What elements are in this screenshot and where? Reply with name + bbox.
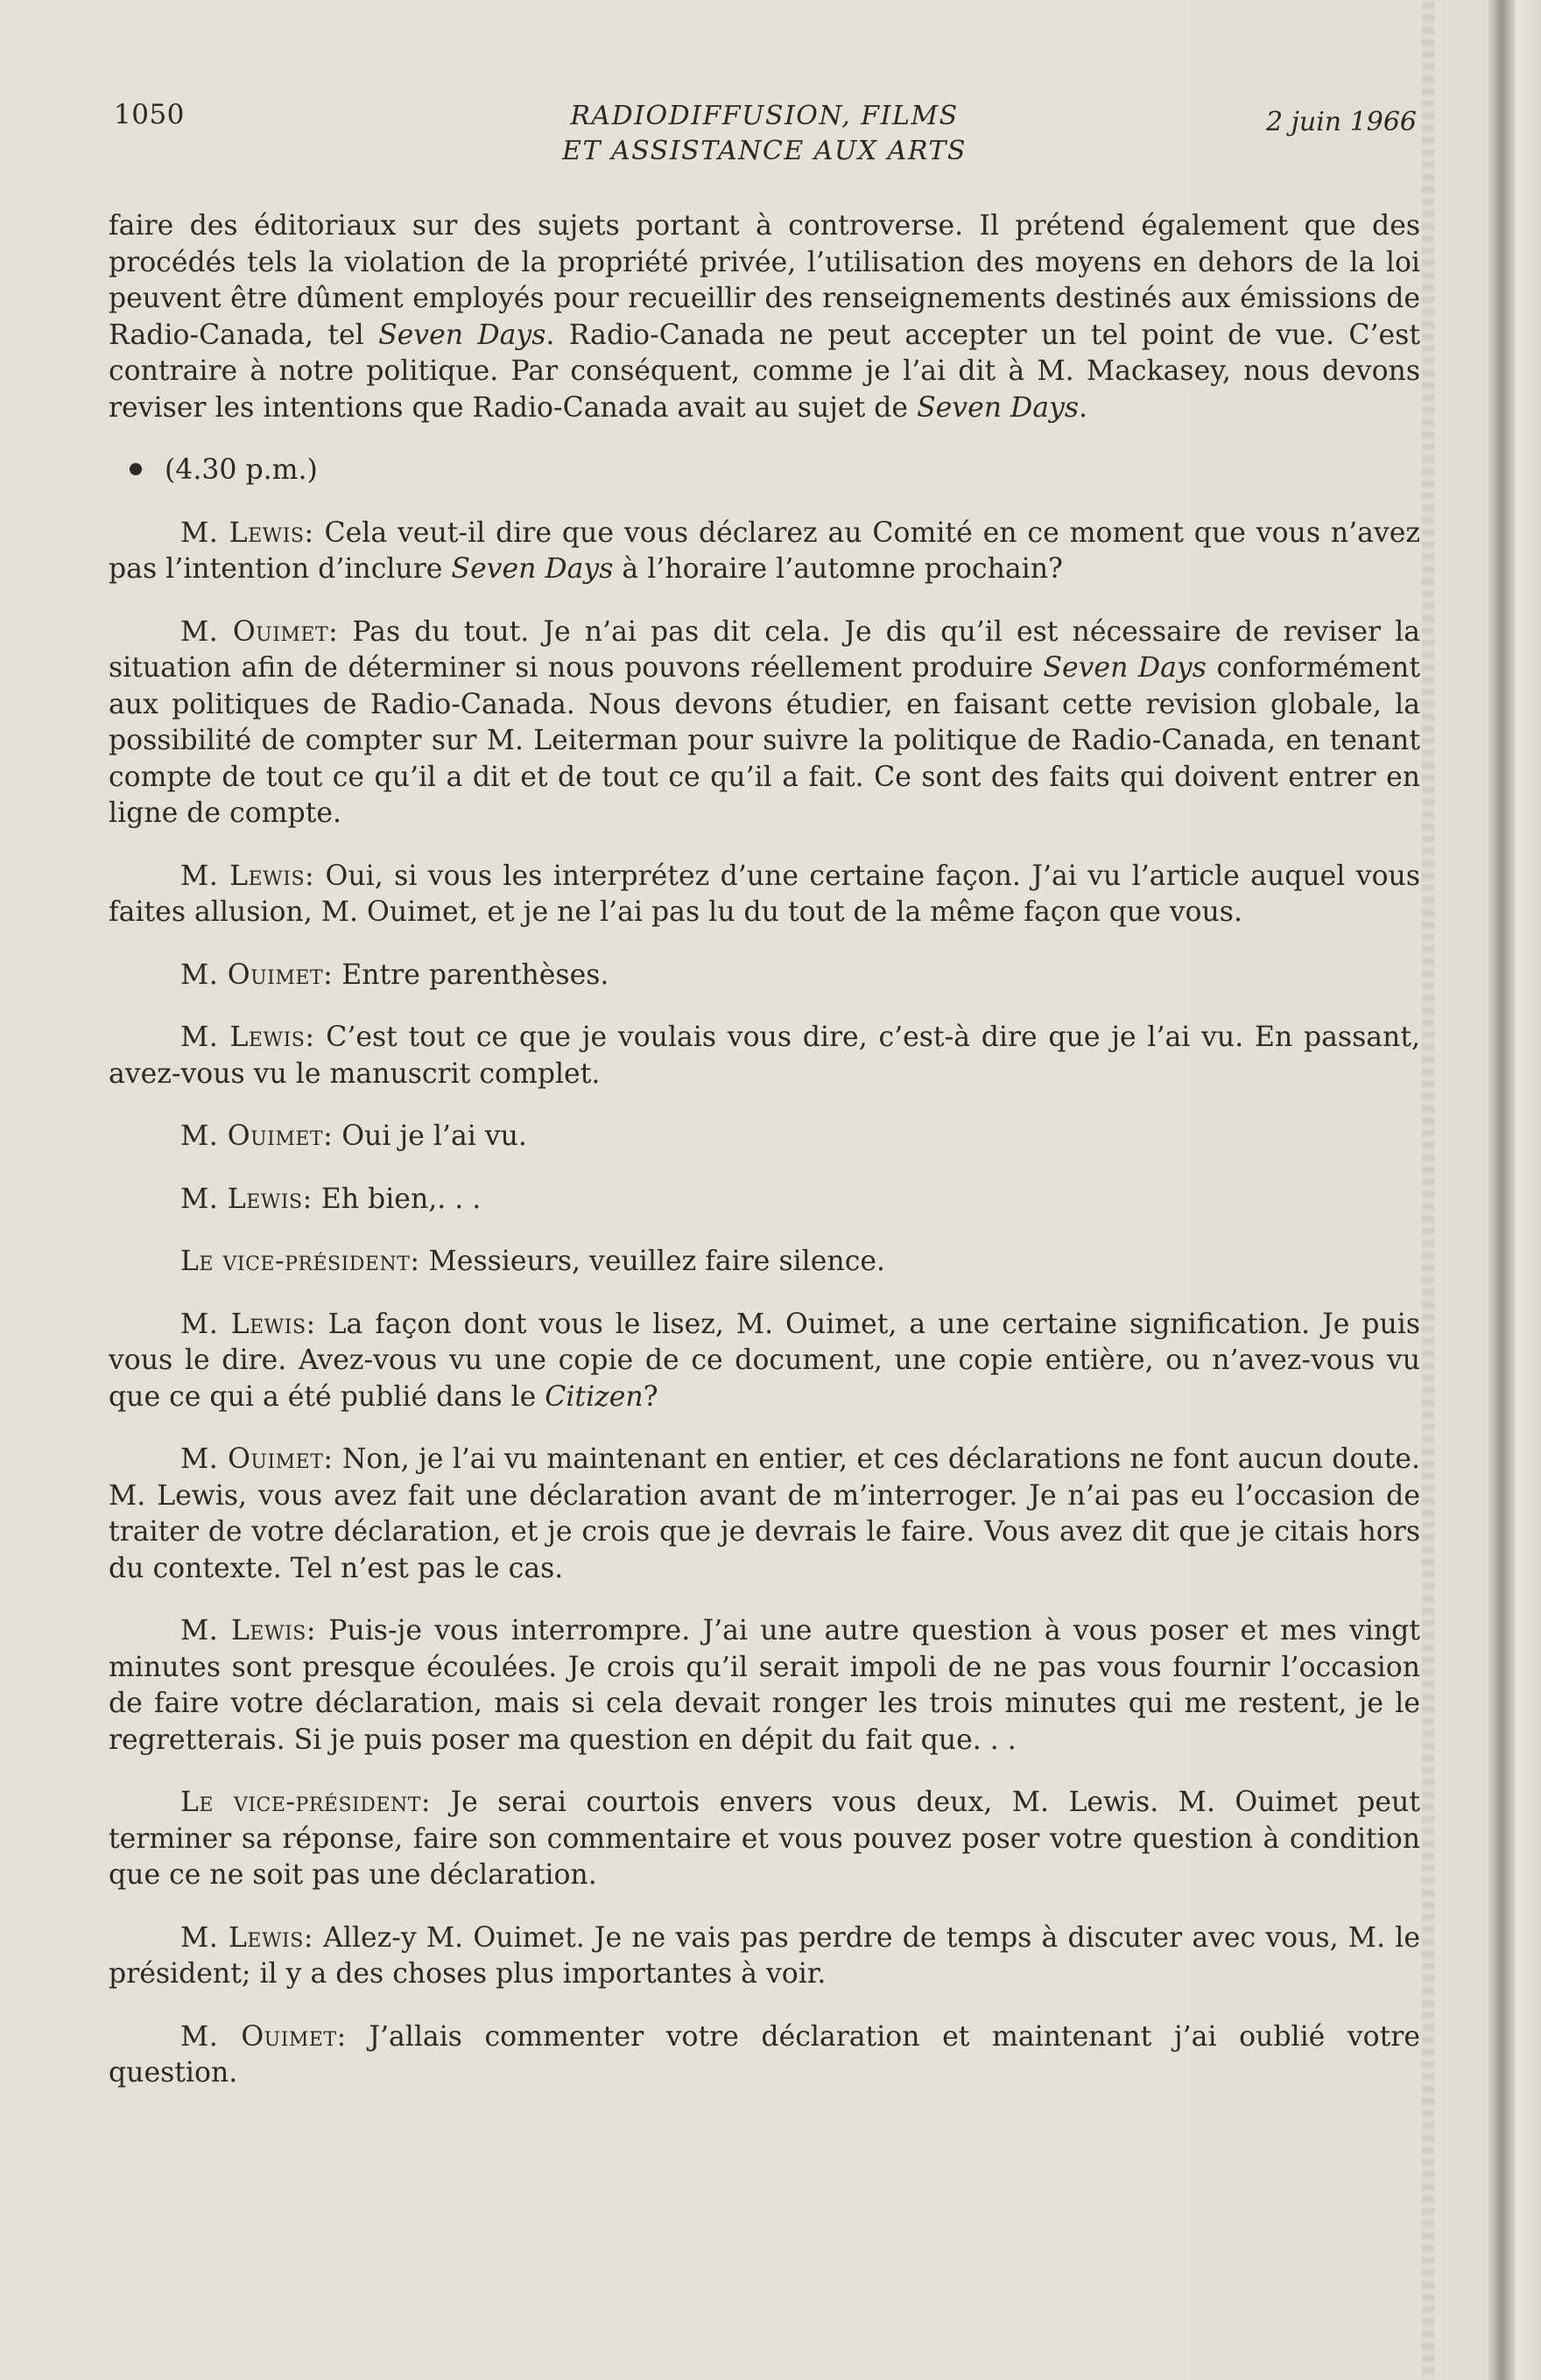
bleed-through-texture	[1422, 0, 1434, 2380]
speaker-name: M. Ouimet:	[180, 2020, 347, 2053]
page-number: 1050	[114, 99, 185, 130]
paragraph-lewis-7: M. Lewis: Allez-y M. Ouimet. Je ne vais pas perdre de temps à discuter avec vous, M. le président; il y a des choses plus importantes à voir.	[109, 1921, 1420, 1990]
paragraph-ouimet-2: M. Ouimet: Entre parenthèses.	[180, 958, 609, 991]
speaker-name: M. Lewis:	[180, 1022, 315, 1053]
page-date: 2 juin 1966	[1265, 107, 1417, 137]
speaker-name: M. Ouimet:	[180, 1443, 334, 1475]
paragraph-continuation: faire des éditoriaux sur des sujets portant à controverse. Il prétend également que des procédés tels la violation de la propriété privée, l’utilisation des moyens en dehors de la loi peuvent être dûment employés pour recueillir des renseignements destinés aux émissions de Radio-Canada, tel Seven Days. Radio-Canada ne peut accepter un tel point de vue. C’est contraire à notre politique. Par conséquent, comme je l’ai dit à M. Mackasey, nous devons reviser les intentions que Radio-Canada avait au sujet de Seven Days.	[109, 210, 1420, 424]
speaker-name: M. Lewis:	[180, 1615, 316, 1646]
paragraph-lewis-5: M. Lewis: La façon dont vous le lisez, M. Ouimet, a une certaine signification. Je puis vous le dire. Avez-vous vu une copie de ce document, une copie entière, ou n’avez-vous vu que ce qui a été publié dans le Citizen?	[109, 1308, 1420, 1413]
speaker-name: M. Lewis:	[180, 1921, 313, 1954]
paragraph-lewis-2: M. Lewis: Oui, si vous les interprétez d’une certaine façon. J’ai vu l’article auquel vous faites allusion, M. Ouimet, et je ne l’ai pas lu du tout de la même façon que vous.	[109, 860, 1420, 928]
paragraph-ouimet-5: M. Ouimet: J’allais commenter votre déclaration et maintenant j’ai oublié votre question.	[109, 2020, 1420, 2089]
paragraph-lewis-4: M. Lewis: Eh bien,. . .	[180, 1183, 482, 1215]
speaker-name: M. Lewis:	[180, 516, 314, 549]
paragraph-ouimet-4: M. Ouimet: Non, je l’ai vu maintenant en entier, et ces déclarations ne font aucun doute. M. Lewis, vous avez fait une déclaration avant de m’interroger. Je n’ai pas eu l’occasion de traiter de votre déclaration, et je crois que je devrais le faire. Vous avez dit que je citais hors du contexte. Tel n’est pas le cas.	[109, 1443, 1420, 1584]
speaker-name: Le vice-président:	[180, 1246, 420, 1277]
running-title-line2: ET ASSISTANCE AUX ARTS	[562, 136, 967, 166]
paragraph-ouimet-1: M. Ouimet: Pas du tout. Je n’ai pas dit cela. Je dis qu’il est nécessaire de reviser la situation afin de déterminer si nous pouvons réellement produire Seven Days conformément aux politiques de Radio-Canada. Nous devons étudier, en faisant cette revision globale, la possibilité de compter sur M. Leiterman pour suivre la politique de Radio-Canada, en tenant compte de tout ce qu’il a dit et de tout ce qu’il a fait. Ce sont des faits qui doivent entrer en ligne de compte.	[109, 615, 1420, 829]
transcript-body	[109, 208, 1420, 2118]
bullet-icon	[130, 463, 142, 475]
speaker-name: M. Ouimet:	[180, 615, 339, 648]
speaker-name: M. Lewis:	[180, 860, 315, 892]
paragraph-vice-president-2: Le vice-président: Je serai courtois envers vous deux, M. Lewis. M. Ouimet peut terminer sa réponse, faire son commentaire et vous pouvez poser votre question à condition que ce ne soit pas une déclaration.	[109, 1787, 1420, 1891]
paragraph-lewis-6: M. Lewis: Puis-je vous interrompre. J’ai une autre question à vous poser et mes vingt minutes sont presque écoulées. Je crois qu’il serait impoli de ne pas vous fournir l’occasion de faire votre déclaration, mais si cela devait ronger les trois minutes qui me restent, je le regretterais. Si je puis poser ma question en dépit du fait que. . .	[109, 1615, 1420, 1756]
running-title	[112, 99, 1417, 169]
speaker-name: M. Ouimet:	[180, 1120, 334, 1152]
time-marker: (4.30 p.m.)	[109, 453, 1420, 489]
paragraph-ouimet-3: M. Ouimet: Oui je l’ai vu.	[180, 1120, 527, 1152]
paragraph-vice-president-1: Le vice-président: Messieurs, veuillez faire silence.	[180, 1246, 885, 1277]
running-title-line1: RADIODIFFUSION, FILMS	[570, 101, 959, 131]
paragraph-lewis-3: M. Lewis: C’est tout ce que je voulais vous dire, c’est-à dire que je l’ai vu. En passant, avez-vous vu le manuscrit complet.	[109, 1022, 1420, 1090]
speaker-name: M. Lewis:	[180, 1308, 316, 1340]
speaker-name: M. Ouimet:	[180, 958, 334, 991]
book-gutter	[1488, 0, 1541, 2380]
speaker-name: Le vice-président:	[180, 1787, 431, 1818]
speaker-name: M. Lewis:	[180, 1183, 313, 1215]
paragraph-lewis-1: M. Lewis: Cela veut-il dire que vous déclarez au Comité en ce moment que vous n’avez pas l’intention d’inclure Seven Days à l’horaire l’automne prochain?	[109, 516, 1420, 585]
page-header	[112, 95, 1417, 173]
